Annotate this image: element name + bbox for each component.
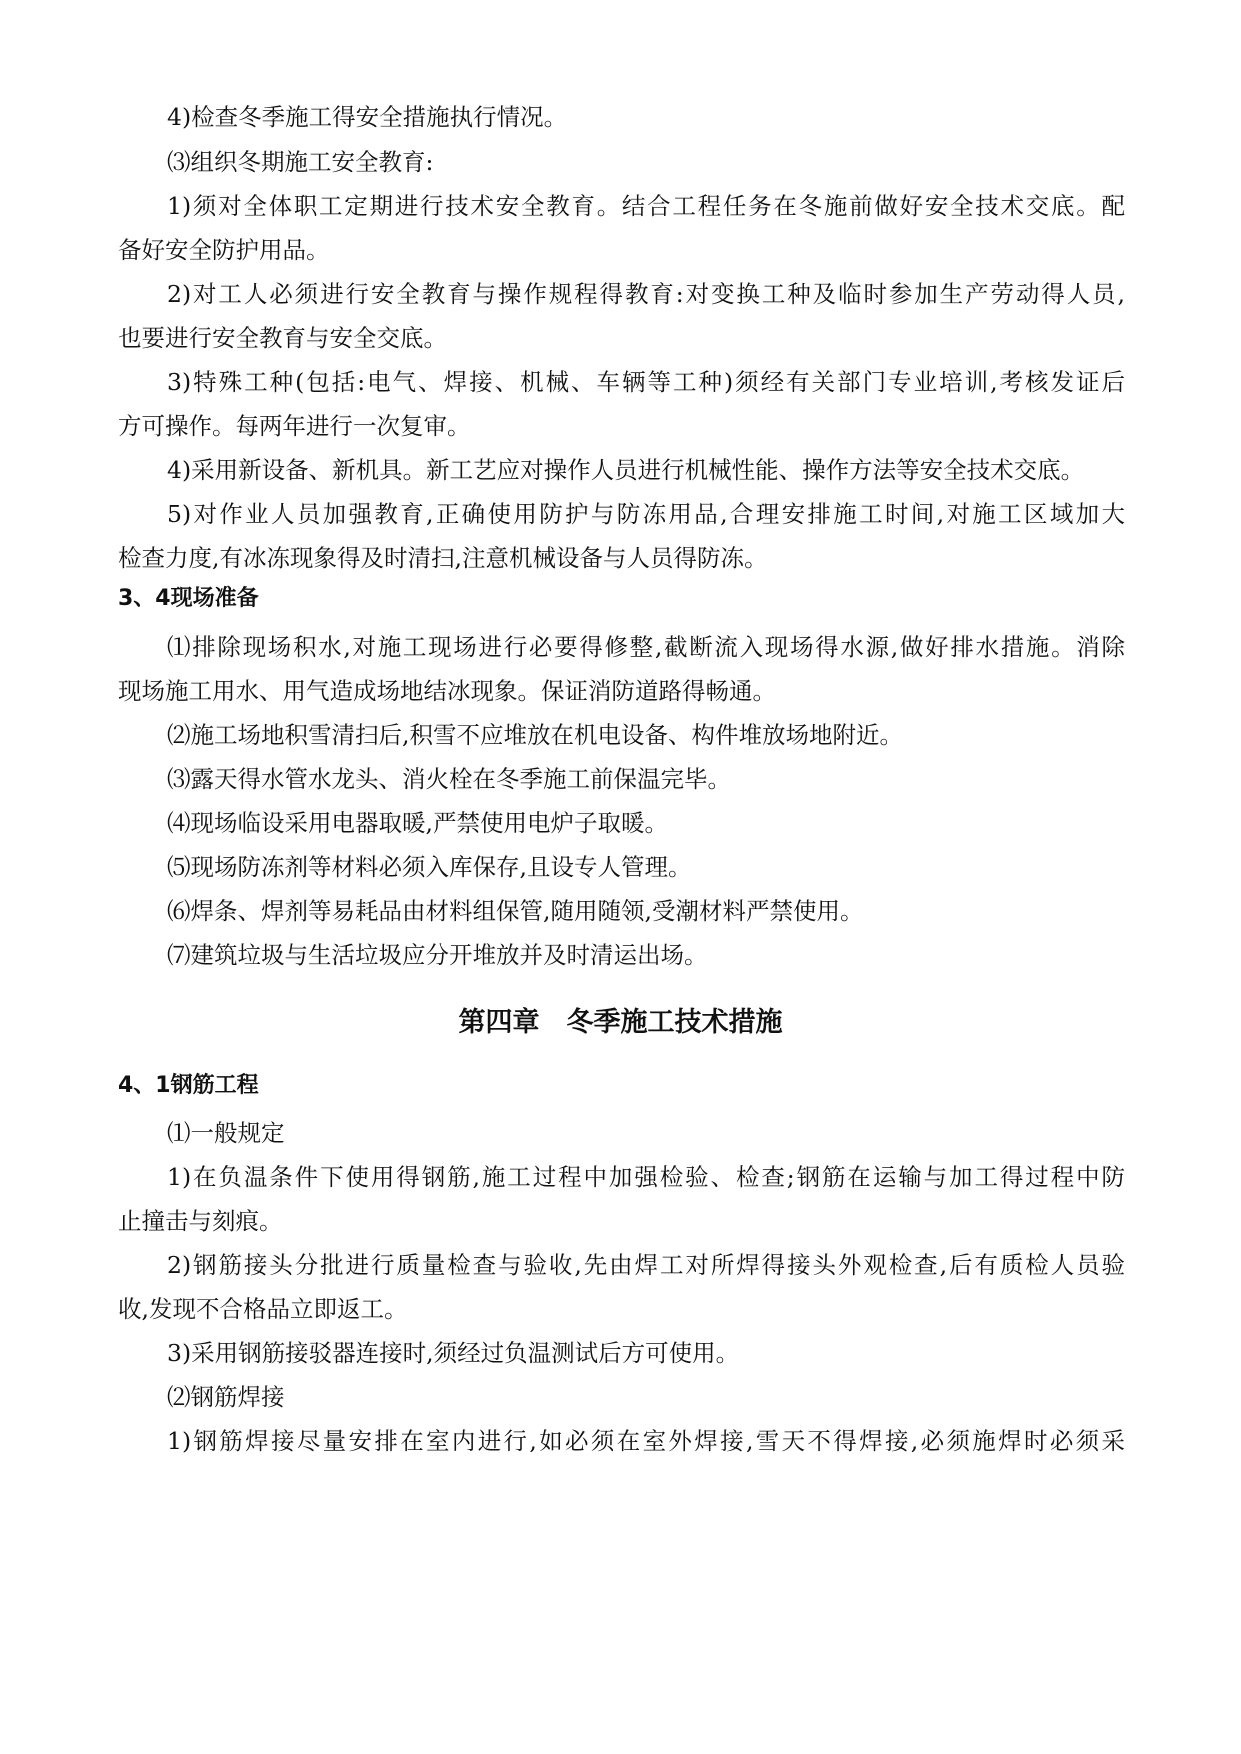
paragraph-line: 现场施工用水、用气造成场地结冰现象。保证消防道路得畅通。 (118, 677, 776, 705)
subsection-title: ⑶组织冬期施工安全教育: (167, 148, 434, 176)
paragraph-line: 止撞击与刻痕。 (118, 1207, 283, 1235)
paragraph-line: 4)采用新设备、新机具。新工艺应对操作人员进行机械性能、操作方法等安全技术交底。 (167, 456, 1085, 484)
paragraph-line: 2)钢筋接头分批进行质量检查与验收,先由焊工对所焊得接头外观检查,后有质检人员验 (167, 1251, 1125, 1279)
paragraph-line: 1)须对全体职工定期进行技术安全教育。结合工程任务在冬施前做好安全技术交底。配 (167, 192, 1125, 220)
paragraph-line: 也要进行安全教育与安全交底。 (118, 324, 447, 352)
section-heading: 3、4现场准备 (118, 586, 259, 611)
subsection-title: ⑴一般规定 (167, 1119, 285, 1147)
list-item: ⑹焊条、焊剂等易耗品由材料组保管,随用随领,受潮材料严禁使用。 (167, 897, 864, 925)
list-item: ⑷现场临设采用电器取暖,严禁使用电炉子取暖。 (167, 809, 668, 837)
paragraph-line: 方可操作。每两年进行一次复审。 (118, 412, 471, 440)
list-item: ⑸现场防冻剂等材料必须入库保存,且设专人管理。 (167, 853, 692, 881)
paragraph-line: 检查力度,有冰冻现象得及时清扫,注意机械设备与人员得防冻。 (118, 544, 768, 572)
list-item: ⑵施工场地积雪清扫后,积雪不应堆放在机电设备、构件堆放场地附近。 (167, 721, 903, 749)
paragraph-line: 5)对作业人员加强教育,正确使用防护与防冻用品,合理安排施工时间,对施工区域加大 (167, 500, 1125, 528)
paragraph-line: 1)钢筋焊接尽量安排在室内进行,如必须在室外焊接,雪天不得焊接,必须施焊时必须采 (167, 1427, 1125, 1455)
paragraph-line: 备好安全防护用品。 (118, 236, 330, 264)
paragraph-line: 2)对工人必须进行安全教育与操作规程得教育:对变换工种及临时参加生产劳动得人员, (167, 280, 1125, 308)
list-item: ⑶露天得水管水龙头、消火栓在冬季施工前保温完毕。 (167, 765, 731, 793)
paragraph-line: 3)采用钢筋接驳器连接时,须经过负温测试后方可使用。 (167, 1339, 740, 1367)
chapter-title: 第四章 冬季施工技术措施 (458, 1007, 783, 1038)
paragraph-line: 4)检查冬季施工得安全措施执行情况。 (167, 103, 568, 131)
section-heading: 4、1钢筋工程 (118, 1073, 259, 1098)
paragraph-line: 收,发现不合格品立即返工。 (118, 1295, 408, 1323)
paragraph-line: 1)在负温条件下使用得钢筋,施工过程中加强检验、检查;钢筋在运输与加工得过程中防 (167, 1163, 1125, 1191)
subsection-title: ⑵钢筋焊接 (167, 1383, 285, 1411)
paragraph-line: 3)特殊工种(包括:电气、焊接、机械、车辆等工种)须经有关部门专业培训,考核发证后 (167, 368, 1125, 396)
list-item: ⑺建筑垃圾与生活垃圾应分开堆放并及时清运出场。 (167, 941, 708, 969)
paragraph-line: ⑴排除现场积水,对施工现场进行必要得修整,截断流入现场得水源,做好排水措施。消除 (167, 633, 1125, 661)
